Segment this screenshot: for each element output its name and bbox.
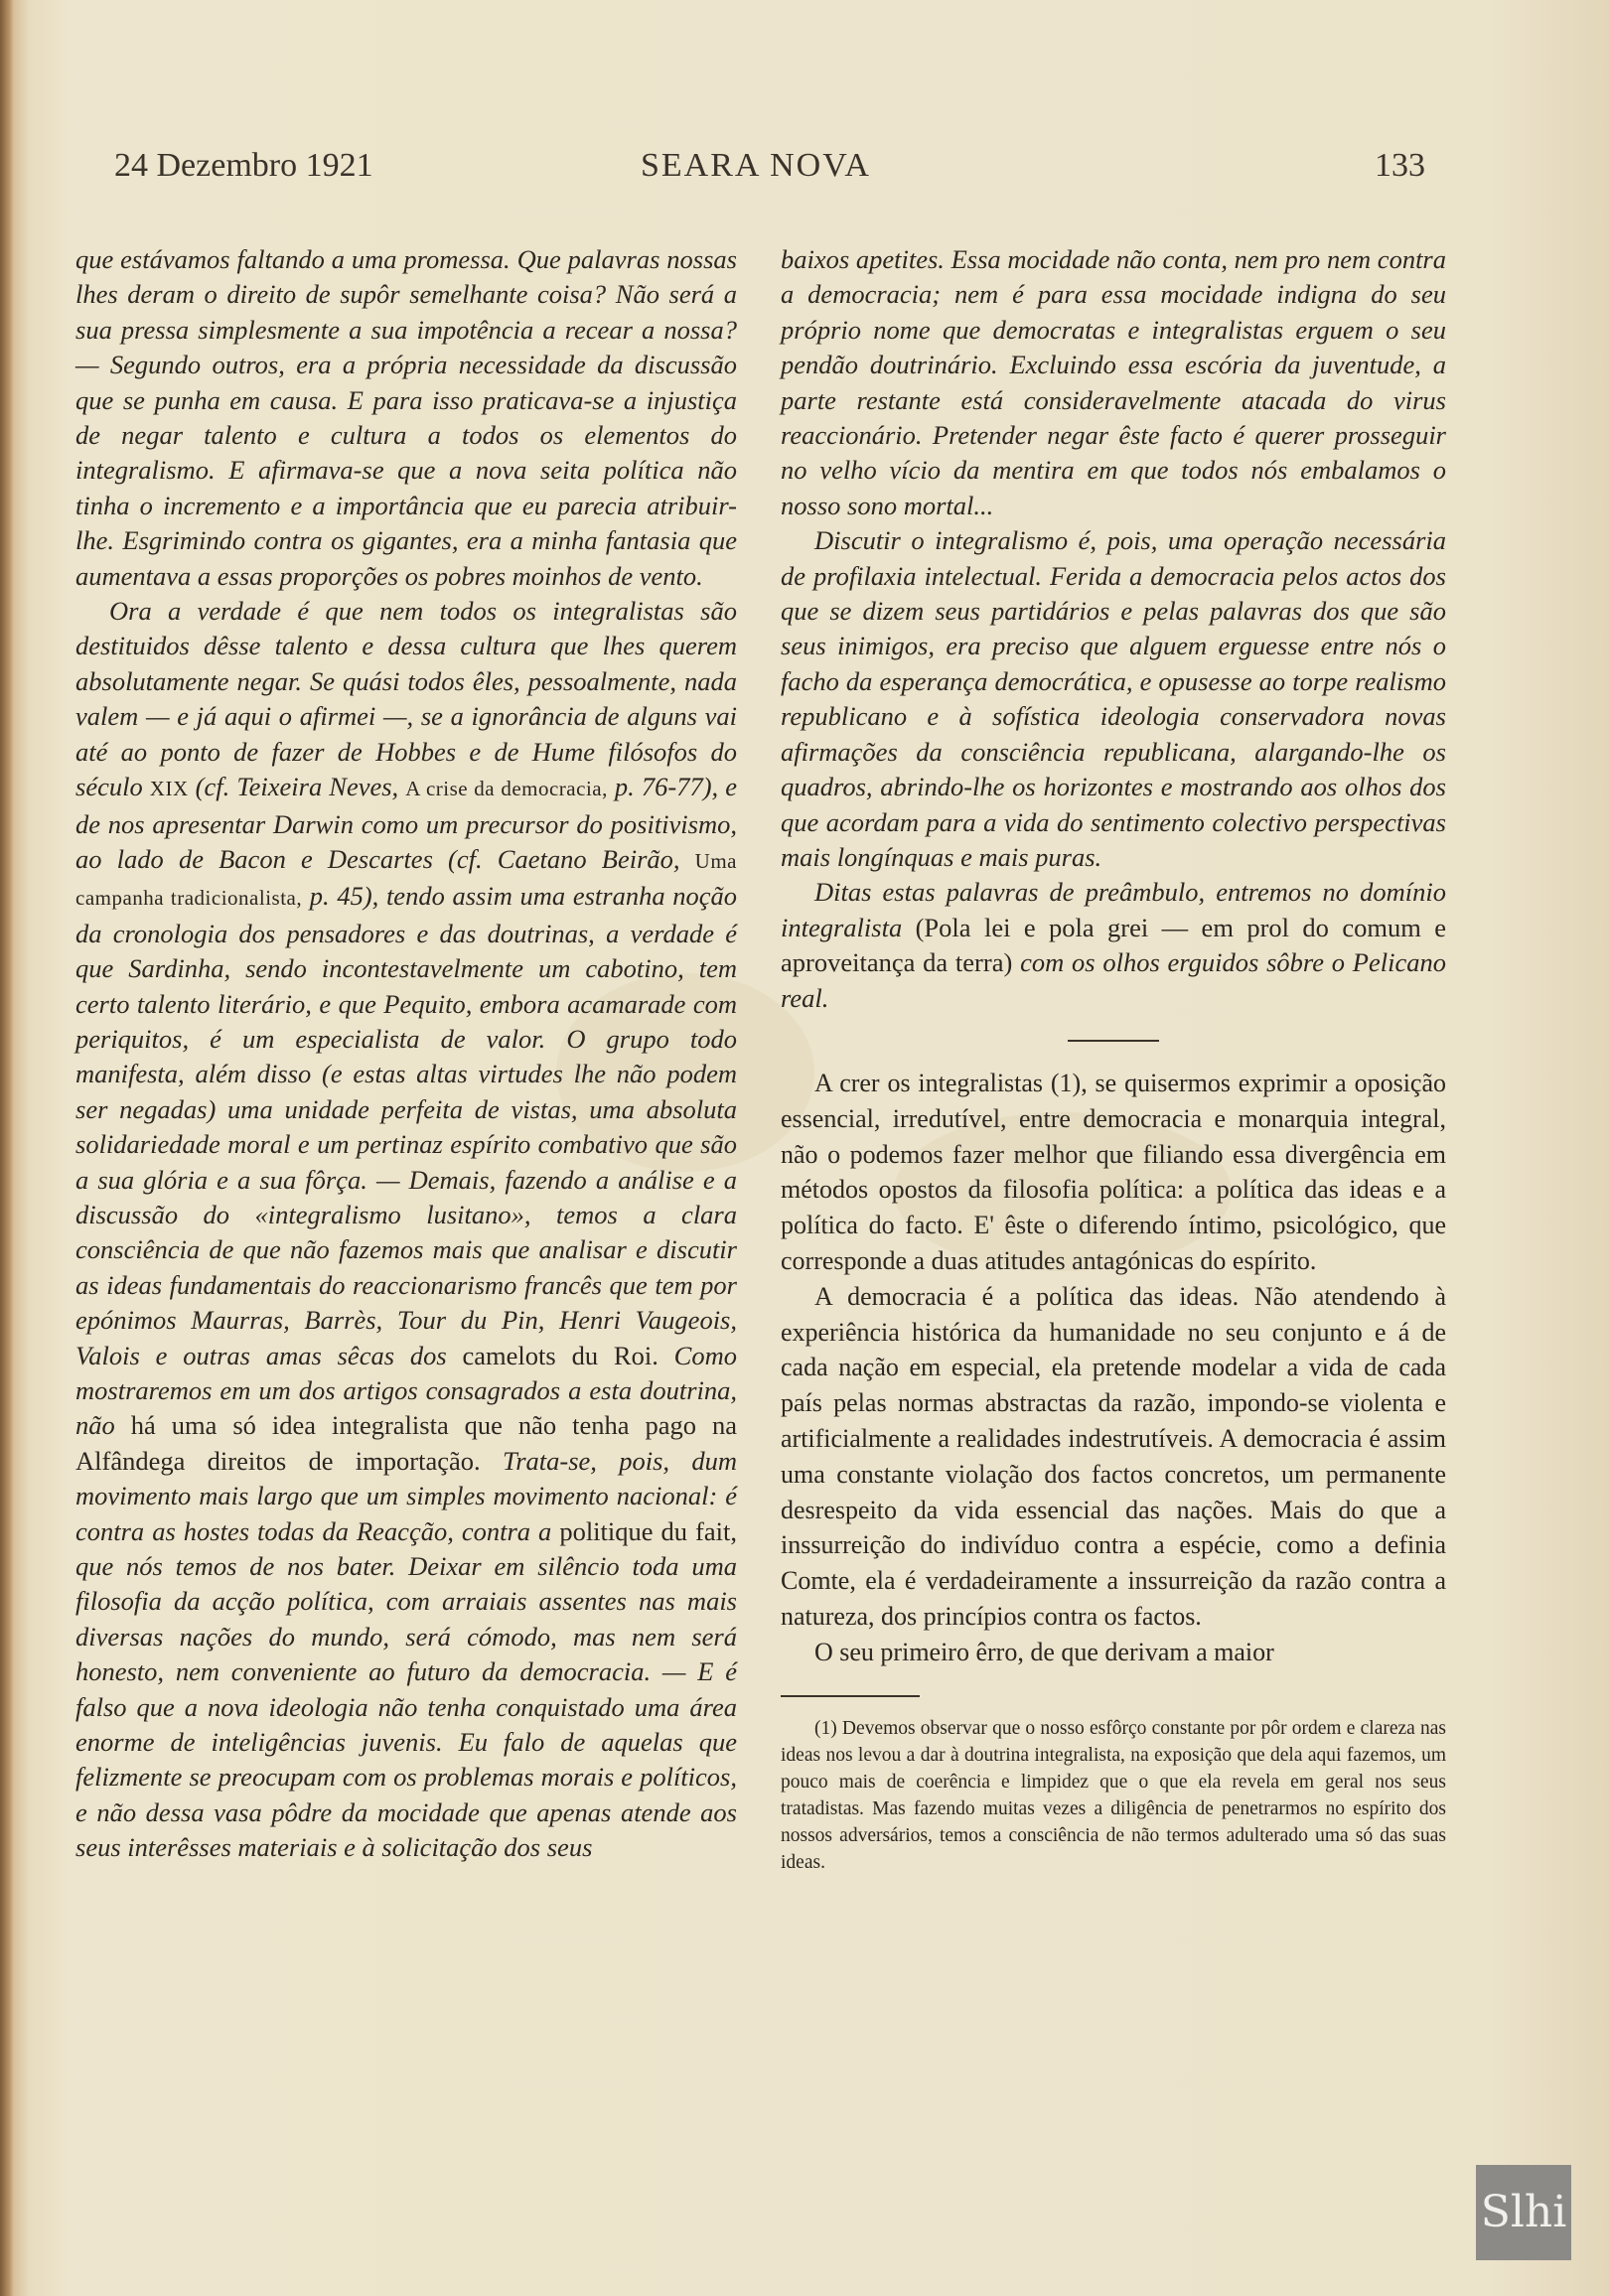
- text-run: baixos apetites. Essa mocidade não conta, nem pro nem contra a democracia; nem é para essa mocidade indigna do seu próprio nome que democratas e integralistas erguem o seu pendão doutrinário. Excluindo essa escória da juventude, a parte restante está consideravelmente atacada do virus reaccionário. Pretender negar êste facto é querer prosseguir no velho vício da mentira em que todos nós embalamos o nosso sono mortal...: [781, 244, 1446, 520]
- text-run: que nós temos de nos bater. Deixar em silêncio toda uma filosofia da acção política, com arraiais assentes nas mais diversas nações do mundo, será cómodo, mas nem será honesto, nem conveniente ao futuro da democracia. — E é falso que a nova ideologia não tenha conquistado uma área enorme de inteligências juvenis. Eu falo de aquelas que felizmente se preocupam com os problemas morais e políticos, e não dessa vasa pôdre da mocidade que apenas atende aos seus interêsses materiais e à solicitação dos seus: [75, 1551, 737, 1863]
- footnote: (1) Devemos observar que o nosso esfôrço constante por pôr ordem e clareza nas ideas nos levou a dar à doutrina integralista, na exposição que dela aqui fazemos, um pouco mais de coerência e limpidez que o que ela revela em geral nos seus tratadistas. Mas fazendo muitas vezes a diligência de penetrarmos no espírito dos nossos adversários, temos a consciência de não termos adulterado uma só das suas ideas.: [781, 1718, 1446, 1874]
- text-run: Ora a verdade é que nem todos os integralistas são destituidos dêsse talento e dessa cultura que lhes querem absolutamente negar. Se quási todos êles, pessoalmente, nada valem — e já aqui o afirmei —, se a ignorância de alguns vai até ao ponto de fazer de Hobbes e de Hume filósofos do século: [75, 596, 737, 802]
- right-italic-paragraph: [781, 242, 1446, 523]
- right-column: [781, 242, 1446, 1876]
- text-run: Discutir o integralismo é, pois, uma operação necessária de profilaxia intelectual. Ferida a democracia pelos actos dos que se dizem seus partidários e pelas palavras dos que são seus inimigos, era preciso que alguem erguesse entre nós o facho da esperança democrática, e opusesse ao torpe realismo republicano e à sofística ideologia conservadora novas afirmações da consciência republicana, alargando-lhe os quadros, abrindo-lhe os horizontes e mostrando aos olhos dos que acordam para a vida do sentimento colectivo perspectivas mais longínquas e mais puras.: [781, 525, 1446, 872]
- text-run: A crise da democracia,: [405, 777, 608, 801]
- text-run: p. 76-77), e de nos apresentar Darwin como um precursor do positivismo, ao lado de Bacon e Descartes (cf. Caetano Beirão,: [75, 772, 737, 874]
- issue-date: 24 Dezembro 1921: [114, 147, 373, 184]
- page-binding-edge: [0, 0, 14, 2296]
- left-column: [75, 242, 737, 1866]
- page-number: 133: [1375, 147, 1425, 184]
- section-divider: [1068, 1040, 1159, 1042]
- right-paragraph: [781, 1066, 1446, 1279]
- text-run: camelots du Roi.: [462, 1340, 658, 1370]
- right-paragraph: [781, 1635, 1446, 1670]
- left-paragraph: [75, 242, 737, 594]
- text-run: p. 45), tendo assim uma estranha noção da cronologia dos pensadores e das doutrinas, a verdade é que Sardinha, sendo incontestavelmente um cabotino, tem certo talento literário, e que Pequito, embora acamarade com periquitos, é um especialista de valor. O grupo todo manifesta, além disso (e estas altas virtudes lhe não podem ser negadas) uma unidade perfeita de vistas, uma absoluta solidariedade moral e um pertinaz espírito combativo que são a sua glória e a sua fôrça. — Demais, fazendo a análise e a discussão do «integralismo lusitano», temos a clara consciência de que não fazemos mais que analisar e discutir as ideas fundamentais do reaccionarismo francês que tem por epónimos Maurras, Barrès, Tour du Pin, Henri Vaugeois, Valois e outras amas sêcas dos: [75, 881, 737, 1370]
- right-body-text: [781, 1066, 1446, 1670]
- text-run: O seu primeiro êrro, de que derivam a maior: [814, 1637, 1274, 1666]
- text-run: há uma só idea integralista que não tenha pago na Alfândega direitos de importação.: [75, 1410, 738, 1476]
- text-run: Trata-se, pois, dum movimento mais largo que um simples movimento nacional: é contra as hostes todas da Reacção, contra a: [75, 1445, 737, 1546]
- text-run: com os olhos erguidos sôbre o Pelicano real.: [781, 947, 1446, 1013]
- right-italic-paragraph: [781, 523, 1446, 875]
- library-logo: Slhi: [1476, 2165, 1571, 2260]
- text-run: Uma campanha tradicionalista,: [75, 848, 737, 911]
- footnote-rule: [781, 1695, 920, 1697]
- text-run: (cf. Teixeira Neves,: [188, 772, 406, 802]
- right-paragraph: [781, 1279, 1446, 1635]
- right-italic-paragraph: [781, 875, 1446, 1016]
- text-run: que estávamos faltando a uma promessa. Que palavras nossas lhes deram o direito de supôr semelhante coisa? Não será a sua pressa simplesmente a sua impotência a recear a nossa? — Segundo outros, era a própria necessidade da discussão que se punha em causa. E para isso praticava-se a injustiça de negar talento e cultura a todos os elementos do integralismo. E afirmava-se que a nova seita política não tinha o incremento e a importância que eu parecia atribuir-lhe. Esgrimindo contra os gigantes, era a minha fantasia que aumentava a essas proporções os pobres moinhos de vento.: [75, 244, 737, 591]
- text-run: A crer os integralistas (1), se quisermos exprimir a oposição essencial, irredutível, entre democracia e monarquia integral, não o podemos fazer melhor que filiando essa divergência em métodos opostos da filosofia política: a política das ideas e a política do facto. E' êste o diferendo íntimo, psicológico, que corresponde a duas atitudes antagónicas do espírito.: [781, 1068, 1446, 1275]
- text-run: A democracia é a política das ideas. Não atendendo à experiência histórica da humanidade no seu conjunto e á de cada nação em especial, ela pretende modelar a vida de cada país pelas normas abstractas da razão, impondo-se violenta e artificialmente a realidades indestrutíveis. A democracia é assim uma constante violação dos factos concretos, um permanente desrespeito da vida essencial das nações. Mais do que a inssurreição do indivíduo contra a espécie, como a definia Comte, ela é verdadeiramente a inssurreição da razão contra a natureza, dos princípios contra os factos.: [781, 1281, 1446, 1631]
- running-header: [114, 147, 1425, 191]
- journal-title: SEARA NOVA: [641, 147, 871, 184]
- text-run: Como mostraremos em um dos artigos consagrados a esta doutrina, não: [75, 1340, 737, 1441]
- text-run: politique du fait,: [559, 1515, 737, 1546]
- text-run: Ditas estas palavras de preâmbulo, entremos no domínio integralista: [781, 877, 1446, 942]
- left-paragraph: [75, 594, 737, 1866]
- right-italic-text: [781, 242, 1446, 1016]
- text-run: (Pola lei e pola grei — em prol do comum e aproveitança da terra): [781, 912, 1446, 978]
- text-run: XIX: [149, 777, 189, 801]
